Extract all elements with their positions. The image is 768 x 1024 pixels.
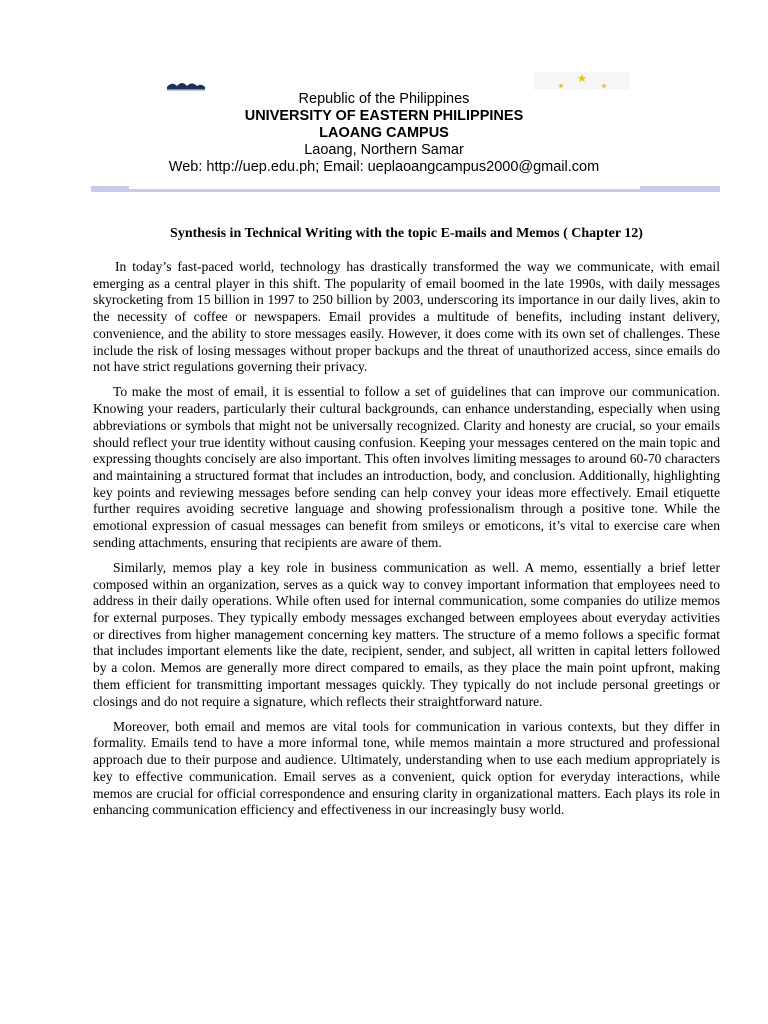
document-body (93, 259, 720, 828)
paragraph-3: Similarly, memos play a key role in business communication as well. A memo, essentially a brief letter composed within an organization, serves as a quick way to convey important information that employees need to address in their daily operations. While often used for internal communication, some companies do utilize memos for external purposes. They typically embody messages exchanged between employees about everyday activities or directives from higher management concerning key matters. The structure of a memo follows a specific format that includes important elements like the date, recipient, sender, and subject, all written in capital letters followed by a colon. Memos are generally more direct compared to emails, as they place the main point upfront, making them efficient for transmitting important messages quickly. They typically do not include personal greetings or closings and do not require a signature, which reflects their straightforward nature. (93, 559, 720, 709)
header-divider (91, 186, 720, 196)
republic-line: Republic of the Philippines (298, 91, 470, 107)
contact-line: Web: http://uep.edu.ph; Email: ueplaoangcampus2000@gmail.com (168, 159, 600, 175)
paragraph-2: To make the most of email, it is essential to follow a set of guidelines that can improve our communication. Knowing your readers, particularly their cultural backgrounds, can enhance understanding, especially when using abbreviations or symbols that might not be universally recognized. Clarity and honesty are crucial, so your emails should reflect your true identity without causing confusion. Keeping your messages centered on the main topic and expressing thoughts concisely are also important. This often involves limiting messages to around 60-70 characters and maintaining a structured format that includes an introduction, body, and conclusion. Additionally, highlighting key points and reviewing messages before sending can help convey your ideas more effectively. Email etiquette further requires avoiding secretive language and showing professionalism through a positive tone. While the emotional expression of casual messages can benefit from smileys or emoticons, it’s vital to exercise care when sending attachments, ensuring that recipients are aware of them. (93, 384, 720, 550)
campus-name: LAOANG CAMPUS (319, 125, 449, 141)
letterhead (0, 91, 768, 176)
document-title: Synthesis in Technical Writing with the topic E-mails and Memos ( Chapter 12) (170, 226, 643, 241)
paragraph-1: In today’s fast-paced world, technology has drastically transformed the way we communicate, with email emerging as a central player in this shift. The popularity of email boomed in the late 1990s, with daily messages skyrocketing from 15 billion in 1997 to 250 billion by 2003, underscoring its importance in our daily lives, akin to the necessity of coffee or newspapers. Email provides a multitude of benefits, including instant delivery, convenience, and the ability to store messages easily. However, it does come with its own set of challenges. These include the risk of losing messages without proper backups and the threat of unauthorized access, since emails do not have strict regulations governing their privacy. (93, 259, 720, 375)
university-name: UNIVERSITY OF EASTERN PHILIPPINES (244, 108, 524, 124)
campus-seal-icon (534, 72, 630, 90)
campus-location: Laoang, Northern Samar (304, 142, 464, 158)
paragraph-4: Moreover, both email and memos are vital tools for communication in various contexts, but they differ in formality. Emails tend to have a more informal tone, while memos maintain a more structured and professional approach due to their purpose and audience. Ultimately, understanding when to use each medium appropriately is key to effective communication. Email serves as a convenient, quick option for everyday interactions, while memos are crucial for official correspondence and ensuring clarity in organizational matters. Each plays its role in enhancing communication efficiency and effectiveness in our increasingly busy world. (93, 718, 720, 818)
university-logo-icon (166, 78, 206, 92)
